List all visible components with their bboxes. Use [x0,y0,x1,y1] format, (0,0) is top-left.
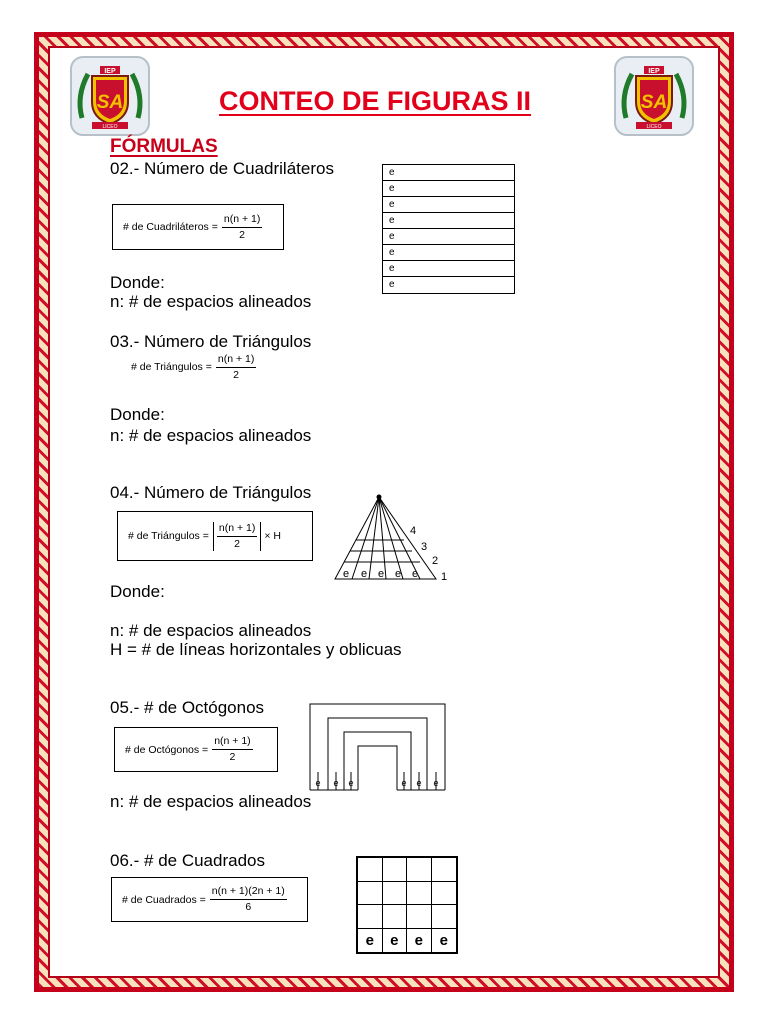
donde-04: Donde: [110,582,165,601]
note-02: n: # de espacios alineados [110,292,312,311]
formula-03-num: n(n + 1) [216,353,256,368]
arch-label: e [348,778,354,788]
formula-02-num: n(n + 1) [222,213,262,228]
tri-label: e [411,568,419,580]
formula-05-den: 2 [229,751,236,763]
heading-02: 02.- Número de Cuadriláteros [110,159,334,178]
formula-04-num: n(n + 1) [217,522,257,537]
section-subtitle: FÓRMULAS [110,136,218,157]
formula-04-lhs: # de Triángulos = [128,530,209,542]
formula-03-lhs: # de Triángulos = [131,361,212,373]
note-05: n: # de espacios alineados [110,792,312,811]
note-04-n: n: # de espacios alineados [110,621,312,640]
triangle-fan-figure [332,494,454,586]
stack-cell: e [383,181,514,197]
formula-03-den: 2 [233,368,240,381]
tri-number: 3 [420,541,428,553]
formula-04-den: 2 [234,537,241,550]
heading-03: 03.- Número de Triángulos [110,332,312,351]
stack-cell: e [383,229,514,245]
grid-label: e [439,931,448,949]
quadrilateral-stack-figure [382,164,515,294]
tri-number: 1 [440,571,448,583]
page-title: CONTEO DE FIGURAS II [218,86,532,116]
formula-03 [131,351,256,383]
octagon-arch-figure [308,702,448,792]
squares-grid-figure [356,856,458,954]
formula-02-den: 2 [239,228,246,241]
tri-label: e [342,568,350,580]
logo-monogram: SA [640,92,668,113]
tri-label: e [360,568,368,580]
note-04-h: H = # de líneas horizontales y oblicuas [110,640,402,659]
formula-06-den: 6 [245,901,252,913]
arch-label: e [333,778,339,788]
formula-05 [114,727,278,772]
arch-label: e [401,778,407,788]
heading-06: 06.- # de Cuadrados [110,851,265,870]
formula-04 [117,511,313,561]
arch-label: e [315,778,321,788]
logo-top-text: IEP [648,68,660,75]
tri-label: e [377,568,385,580]
heading-05: 05.- # de Octógonos [110,698,265,717]
tri-number: 2 [431,555,439,567]
logo-banner: LICEO [646,124,662,130]
stack-cell: e [383,197,514,213]
school-logo-left [70,56,150,136]
donde-03: Donde: [110,405,165,424]
formula-05-num: n(n + 1) [212,735,252,750]
formula-05-lhs: # de Octógonos = [125,743,209,756]
formula-06-lhs: # de Cuadrados = [122,893,206,906]
note-03: n: # de espacios alineados [110,426,312,445]
heading-04: 04.- Número de Triángulos [110,483,312,502]
grid-label: e [407,929,432,953]
stack-cell: e [383,261,514,277]
formula-06 [111,877,308,922]
grid-label: e [358,929,383,953]
logo-top-text: IEP [104,68,116,75]
stack-cell: e [389,279,395,290]
school-logo-right [614,56,694,136]
donde-02: Donde: [110,273,165,292]
formula-04-suffix: × H [264,530,281,542]
tri-label: e [394,568,402,580]
formula-02-lhs: # de Cuadriláteros = [123,221,218,233]
formula-02 [112,204,284,250]
logo-banner: LICEO [102,124,118,130]
logo-monogram: SA [96,92,124,113]
stack-cell: e [383,245,514,261]
stack-cell: e [383,213,514,229]
tri-number: 4 [409,525,417,537]
stack-cell: e [383,165,514,181]
arch-label: e [416,778,422,788]
formula-06-num: n(n + 1)(2n + 1) [210,885,287,900]
grid-label: e [383,929,408,953]
arch-label: e [433,778,439,788]
